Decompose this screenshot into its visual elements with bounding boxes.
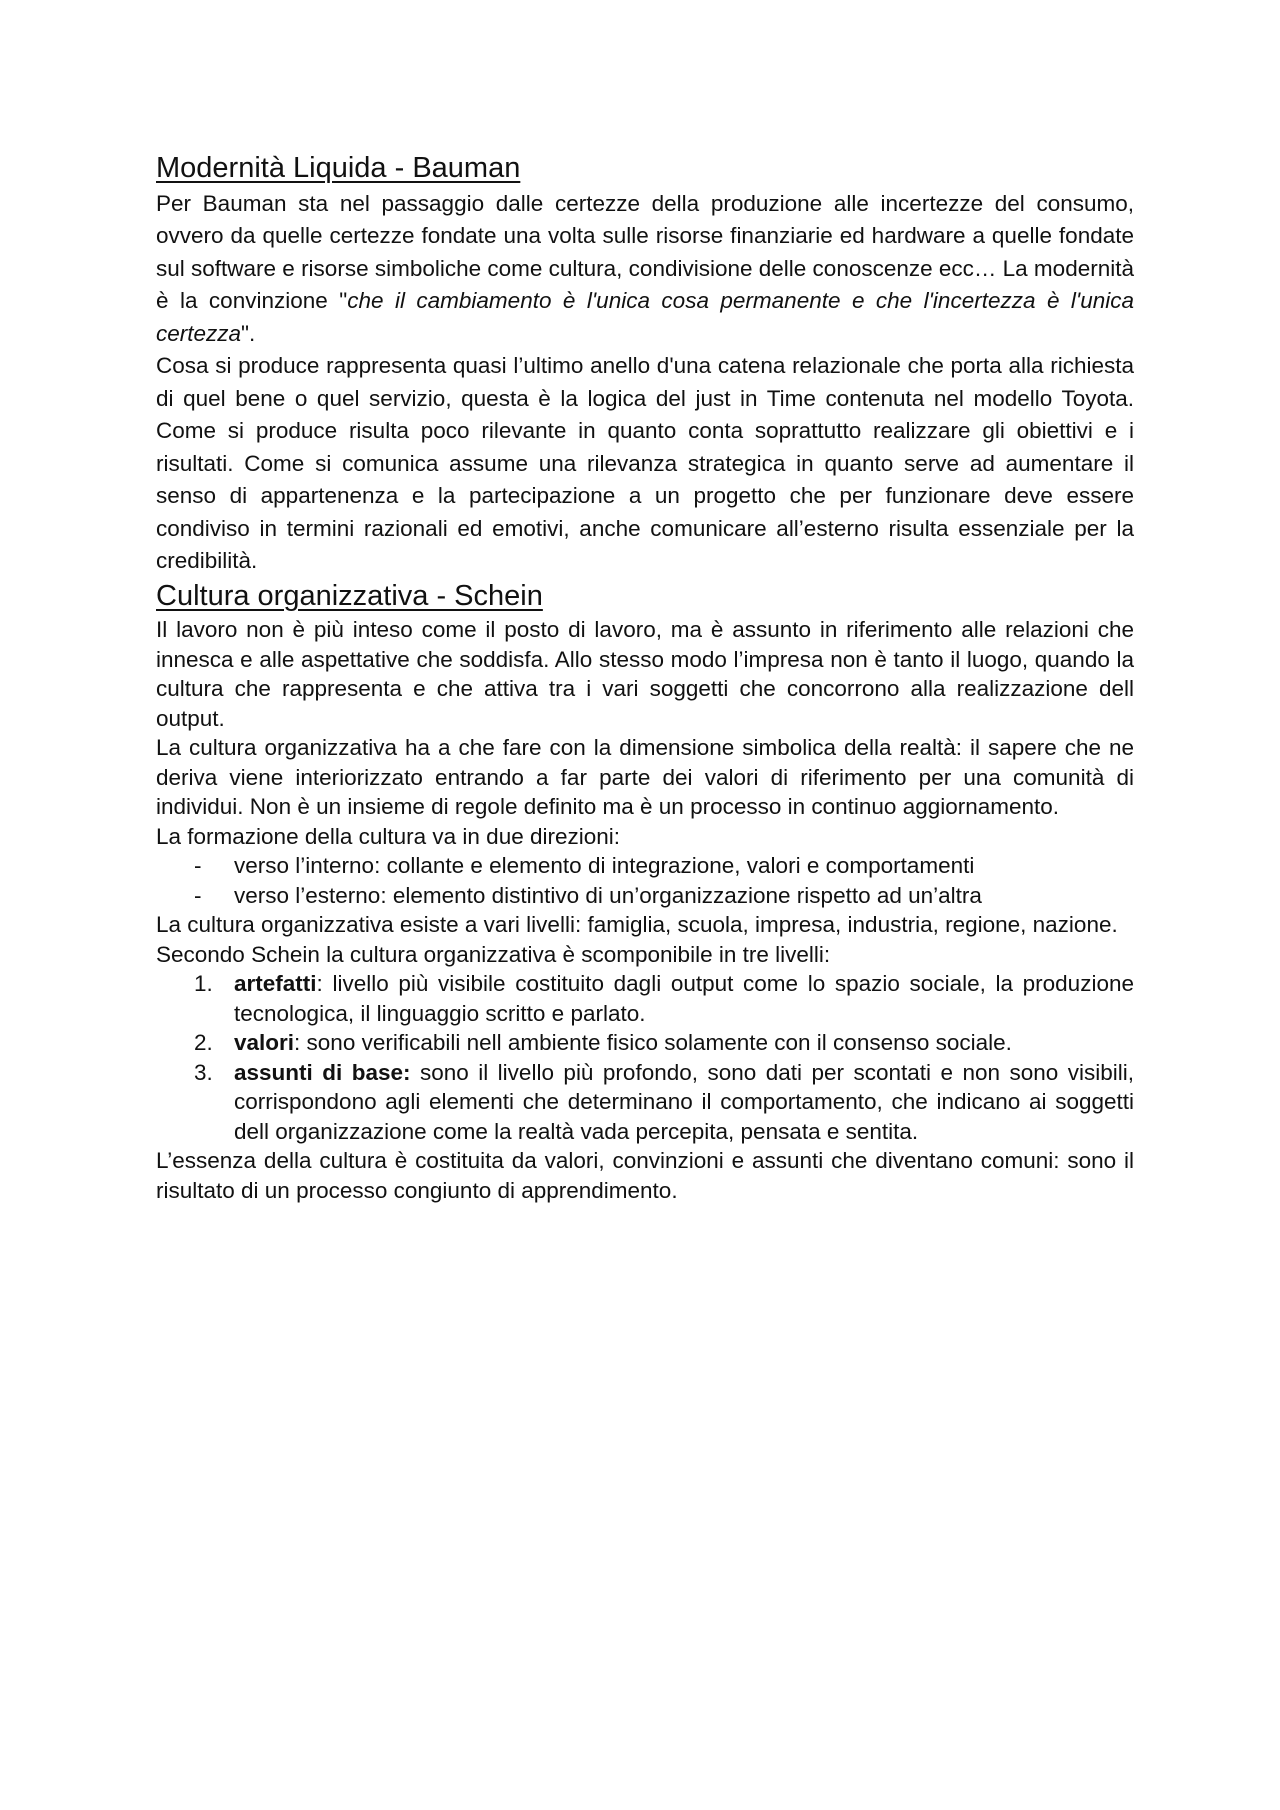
list-item (156, 1058, 1134, 1147)
section-title-bauman: Modernità Liquida - Bauman (156, 152, 521, 184)
paragraph-bauman-intro-end: ". (241, 320, 256, 346)
paragraph-formation-intro: La formazione della cultura va in due direzioni: (156, 823, 621, 849)
paragraph-bauman-intro (156, 188, 1134, 351)
list-number: 3. (194, 1059, 213, 1085)
directions-list (156, 851, 1134, 910)
paragraph-work-relations: Il lavoro non è più inteso come il posto di lavoro, ma è assunto in riferimento alle relazioni che innesca e alle aspettative che soddisfa. Allo stesso modo l’impresa non è tanto il luogo, quando la cultura che rappresenta e che attiva tra i vari soggetti che concorrono alla realizzazione dell output. (156, 617, 1134, 731)
paragraph-schein-intro: Secondo Schein la cultura organizzativa è scomponibile in tre livelli: (156, 941, 831, 967)
list-number: 1. (194, 971, 213, 997)
list-item-text: verso l’esterno: elemento distintivo di un’organizzazione rispetto ad un’altra (234, 882, 982, 908)
list-item (156, 881, 1134, 911)
level-description: sono il livello più profondo, sono dati per scontati e non sono visibili, corrispondono agli elementi che determinano il comportamento, che indicano ai soggetti dell organizzazione come la realtà vada percepita, pensata e sentita. (234, 1059, 1134, 1144)
paragraph-culture-levels: La cultura organizzativa esiste a vari livelli: famiglia, scuola, impresa, industria, regione, nazione. (156, 912, 1118, 938)
section-title-schein: Cultura organizzativa - Schein (156, 579, 543, 612)
paragraph-bauman-intro-text: Per Bauman sta nel passaggio dalle certezze della produzione alle incertezze del consumo, ovvero da quelle certezze fondate una volta sulle risorse finanziarie ed hardware a quelle fondate sul software e risorse simboliche come cultura, condivisione delle conoscenze ecc… La modernità è la convinzione " (156, 190, 1134, 314)
level-separator: : (294, 1030, 301, 1056)
paragraph-symbolic-dimension: La cultura organizzativa ha a che fare con la dimensione simbolica della realtà: il sapere che ne deriva viene interiorizzato entrando a far parte dei valori di riferimento per una comunità di individui. Non è un insieme di regole definito ma è un processo in continuo aggiornamento. (156, 735, 1134, 820)
bauman-quote: che il cambiamento è l'unica cosa permanente e che l'incertezza è l'unica certezza (156, 288, 1134, 346)
paragraph-conclusion: L’essenza della cultura è costituita da valori, convinzioni e assunti che diventano comuni: sono il risultato di un processo congiunto di apprendimento. (156, 1148, 1134, 1203)
list-item (156, 1028, 1134, 1058)
document-page (156, 150, 1134, 1205)
level-description: livello più visibile costituito dagli output come lo spazio sociale, la produzione tecnologica, il linguaggio scritto e parlato. (234, 971, 1134, 1026)
list-item (156, 969, 1134, 1028)
list-item (156, 851, 1134, 881)
level-description: sono verificabili nell ambiente fisico solamente con il consenso sociale. (300, 1030, 1012, 1056)
paragraph-production: Cosa si produce rappresenta quasi l’ultimo anello d'una catena relazionale che porta alla richiesta di quel bene o quel servizio, questa è la logica del just in Time contenuta nel modello Toyota. Come si produce risulta poco rilevante in quanto conta soprattutto realizzare gli obiettivi e i risultati. Come si comunica assume una rilevanza strategica in quanto serve ad aumentare il senso di appartenenza e la partecipazione a un progetto che per funzionare deve essere condiviso in termini razionali ed emotivi, anche comunicare all’esterno risulta essenziale per la credibilità. (156, 353, 1134, 574)
list-item-text: verso l’interno: collante e elemento di integrazione, valori e comportamenti (234, 853, 975, 879)
list-dash-marker: - (194, 882, 202, 908)
schein-levels-list (156, 969, 1134, 1146)
level-term: valori (234, 1030, 295, 1056)
list-dash-marker: - (194, 853, 202, 879)
list-number: 2. (194, 1030, 213, 1056)
level-term: artefatti (234, 971, 317, 997)
level-term: assunti di base: (234, 1059, 411, 1085)
level-separator: : (316, 971, 323, 997)
